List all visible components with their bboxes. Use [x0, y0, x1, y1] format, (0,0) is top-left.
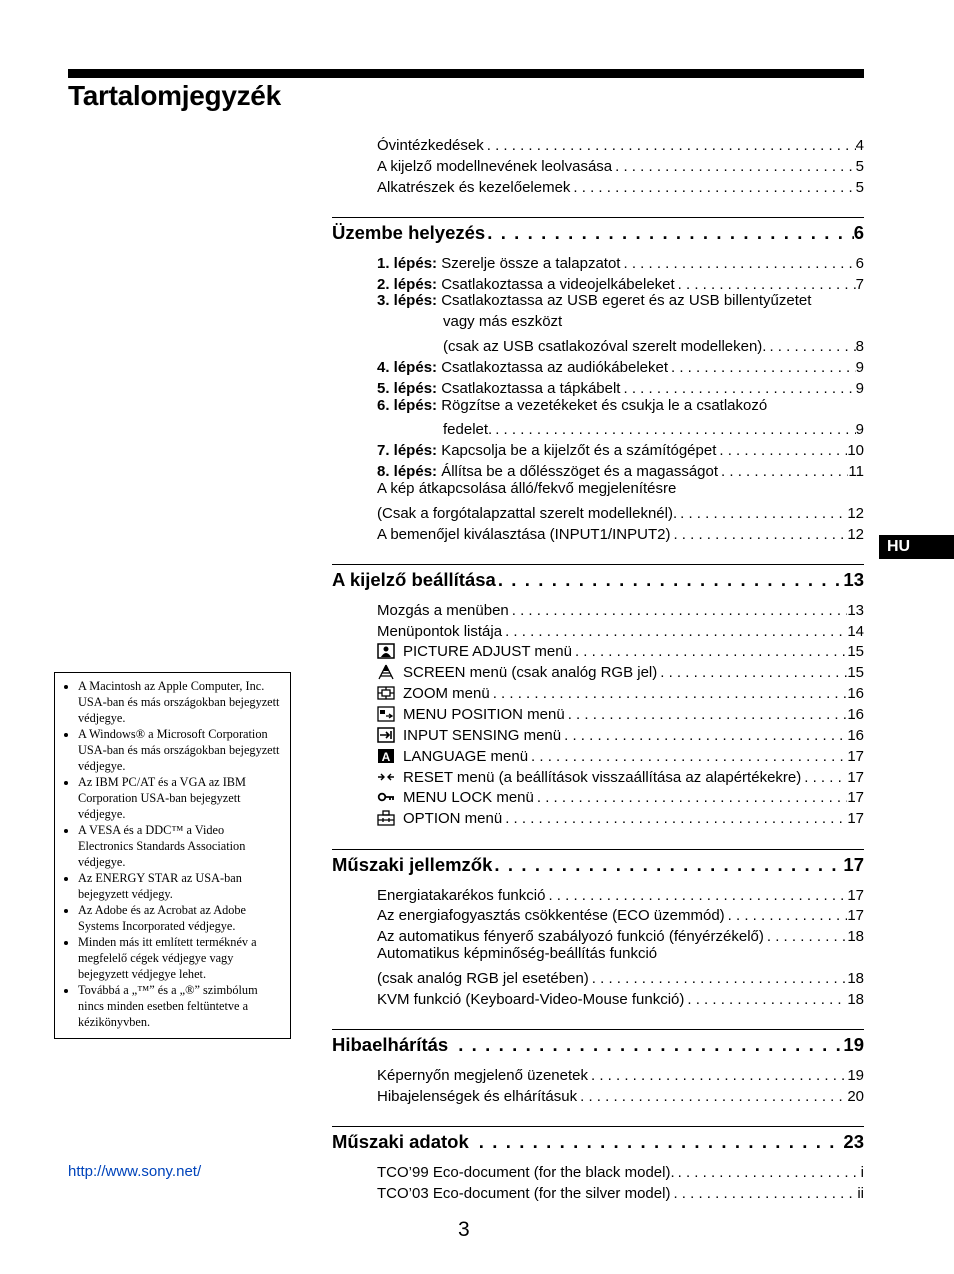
picture-adjust-icon: [377, 643, 395, 659]
toc-entry[interactable]: 6. lépés: Rögzítse a vezetékeket és csukja le a csatlakozó: [377, 397, 768, 414]
toc-entry[interactable]: RESET menü (a beállítások visszaállítása az alapértékekre) . . . 17: [377, 765, 864, 786]
trademark-note: • A Windows® a Microsoft Corporation USA-ban és más országokban bejegyzett védjegye.: [78, 726, 282, 774]
trademark-note: • A VESA és a DDC™ a Video Electronics Standards Association védjegye.: [78, 822, 282, 870]
toc-entry-continued[interactable]: (csak analóg RGB jel esetében) . . . 18: [377, 966, 864, 987]
toc-entry-continued: vagy más eszközt: [443, 313, 563, 330]
toc-entry[interactable]: 1. lépés: Szerelje össze a talapzatot . . . 6: [377, 251, 864, 272]
toc-entry[interactable]: Energiatakarékos funkció . . . 17: [377, 883, 864, 904]
trademark-note: • Minden más itt említett terméknév a megfelelő cégek védjegye vagy bejegyzett védjegye lehet.: [78, 934, 282, 982]
toc-entry[interactable]: 2. lépés: Csatlakoztassa a videojelkábeleket . . . 7: [377, 272, 864, 293]
toc-entry[interactable]: Hibajelenségek és elhárításuk . . . 20: [377, 1084, 864, 1105]
toc-entry[interactable]: 5. lépés: Csatlakoztassa a tápkábelt . . . 9: [377, 376, 864, 397]
toc-entry[interactable]: Menüpontok listája . . . 14: [377, 619, 864, 640]
toc-entry[interactable]: 7. lépés: Kapcsolja be a kijelzőt és a számítógépet . . . 10: [377, 438, 864, 459]
menu-position-icon: [377, 706, 395, 722]
language-tab: HU: [879, 535, 954, 559]
toc-entry[interactable]: SCREEN menü (csak analóg RGB jel) . . . 15: [377, 660, 864, 681]
page-title: Tartalomjegyzék: [68, 80, 281, 111]
toc-entry[interactable]: A kép átkapcsolása álló/fekvő megjelenítésre: [377, 480, 677, 497]
zoom-icon: [377, 685, 395, 701]
toc-entry[interactable]: 3. lépés: Csatlakoztassa az USB egeret és az USB billentyűzetet: [377, 292, 812, 309]
key-icon: [377, 789, 395, 805]
page-number: 3: [458, 1218, 470, 1241]
trademark-note: • Az IBM PC/AT és a VGA az IBM Corporation USA-ban bejegyzett védjegye.: [78, 774, 282, 822]
table-of-contents: [332, 0, 864, 1274]
section-heading[interactable]: Műszaki jellemzők . . . 17: [332, 849, 864, 876]
toc-entry-continued[interactable]: (csak az USB csatlakozóval szerelt modelleken). . . . 8: [377, 334, 864, 355]
toc-entry[interactable]: 8. lépés: Állítsa be a dőlésszöget és a magasságot . . . 11: [377, 459, 864, 480]
section-heading[interactable]: Műszaki adatok . . . 23: [332, 1126, 864, 1153]
toc-entry[interactable]: TCO’99 Eco-document (for the black model). . . . i: [377, 1160, 864, 1181]
toc-entry[interactable]: ZOOM menü . . . 16: [377, 681, 864, 702]
trademark-note: • Az Adobe és az Acrobat az Adobe Systems Incorporated védjegye.: [78, 902, 282, 934]
toc-entry[interactable]: KVM funkció (Keyboard-Video-Mouse funkció) . . . 18: [377, 987, 864, 1008]
trademark-notes: [54, 672, 291, 1039]
toc-entry[interactable]: MENU LOCK menü . . . 17: [377, 785, 864, 806]
screen-icon: [377, 664, 395, 680]
toc-entry[interactable]: Mozgás a menüben . . . 13: [377, 598, 864, 619]
toc-entry[interactable]: PICTURE ADJUST menü . . . 15: [377, 639, 864, 660]
reset-icon: [377, 769, 395, 785]
toc-entry[interactable]: MENU POSITION menü . . . 16: [377, 702, 864, 723]
toc-entry[interactable]: A LANGUAGE menü . . . 17: [377, 744, 864, 765]
toc-entry[interactable]: Automatikus képminőség-beállítás funkció: [377, 945, 658, 962]
toc-entry[interactable]: Képernyőn megjelenő üzenetek . . . 19: [377, 1063, 864, 1084]
toc-entry-continued[interactable]: fedelet. . . . 9: [377, 417, 864, 438]
section-heading[interactable]: Hibaelhárítás . . . 19: [332, 1029, 864, 1056]
toc-entry[interactable]: Alkatrészek és kezelőelemek . . . 5: [377, 175, 864, 196]
toc-entry[interactable]: 4. lépés: Csatlakoztassa az audiókábeleket . . . 9: [377, 355, 864, 376]
language-icon: [377, 748, 395, 764]
trademark-note: • Továbbá a „™” és a „®” szimbólum nincs minden esetben feltüntetve a kézikönyvben.: [78, 982, 282, 1030]
sony-website-link[interactable]: http://www.sony.net/: [68, 1163, 202, 1180]
trademark-note: • A Macintosh az Apple Computer, Inc. USA-ban és más országokban bejegyzett védjegye.: [78, 678, 282, 726]
toc-entry[interactable]: A kijelző modellnevének leolvasása . . . 5: [377, 154, 864, 175]
option-icon: [377, 810, 395, 826]
input-sensing-icon: [377, 727, 395, 743]
trademark-note: • Az ENERGY STAR az USA-ban bejegyzett védjegy.: [78, 870, 282, 902]
toc-entry[interactable]: OPTION menü . . . 17: [377, 806, 864, 827]
toc-entry[interactable]: Óvintézkedések . . . 4: [377, 133, 864, 154]
svg-text:A: A: [381, 750, 391, 764]
toc-entry[interactable]: A bemenőjel kiválasztása (INPUT1/INPUT2) . . . 12: [377, 522, 864, 543]
toc-entry[interactable]: Az automatikus fényerő szabályozó funkció (fényérzékelő) . . . 18: [377, 924, 864, 945]
section-heading[interactable]: A kijelző beállítása . . . 13: [332, 564, 864, 591]
section-heading[interactable]: Üzembe helyezés . . . 6: [332, 217, 864, 244]
toc-entry[interactable]: Az energiafogyasztás csökkentése (ECO üzemmód) . . . 17: [377, 903, 864, 924]
toc-entry[interactable]: INPUT SENSING menü . . . 16: [377, 723, 864, 744]
toc-entry-continued[interactable]: (Csak a forgótalapzattal szerelt modelleknél). . . . 12: [377, 501, 864, 522]
toc-entry[interactable]: TCO’03 Eco-document (for the silver model) . . . ii: [377, 1181, 864, 1202]
